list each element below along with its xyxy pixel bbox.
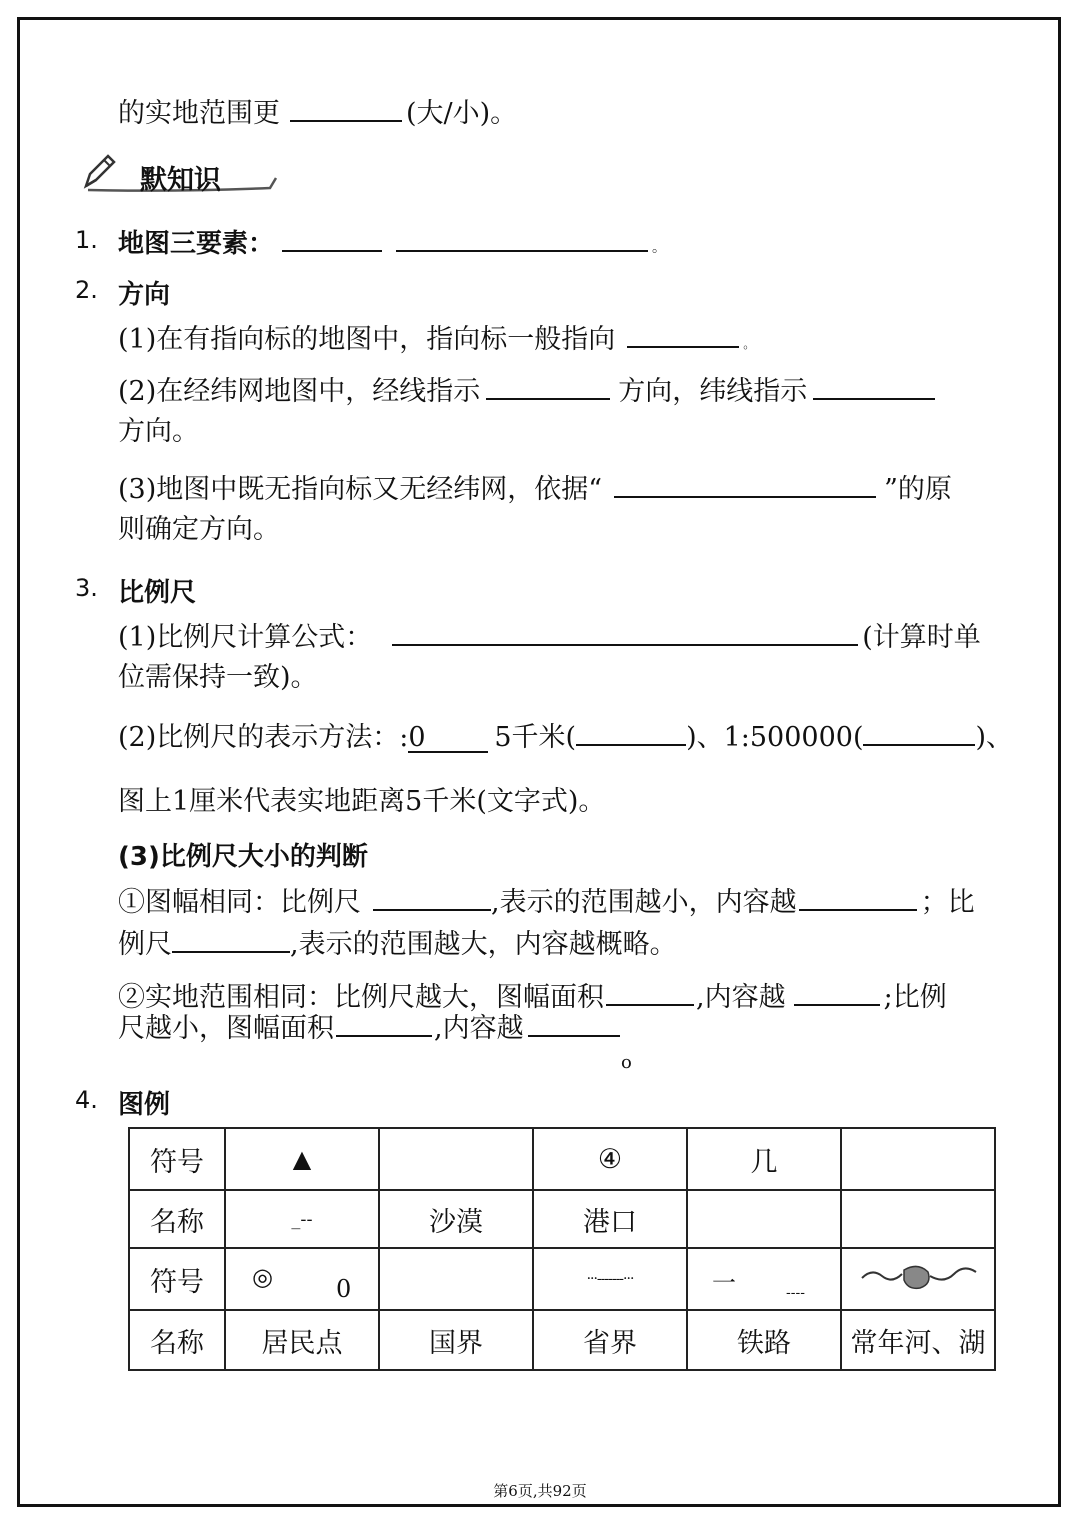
table-row: [129, 1190, 995, 1248]
river-lake-icon: [858, 1256, 978, 1296]
q1-label: 地图三要素：: [118, 229, 275, 259]
blank[interactable]: [336, 1013, 432, 1037]
settlement-mark: 0: [336, 1275, 352, 1303]
q1-end: 。: [652, 240, 667, 256]
q3-r2-c: ;比例: [883, 982, 947, 1013]
q2-number: 2.: [75, 276, 98, 304]
blank[interactable]: [396, 228, 648, 252]
railway-symbol-cell: [687, 1248, 841, 1310]
blank[interactable]: [172, 929, 290, 953]
q3-p1-a: (1)比例尺计算公式：: [118, 622, 373, 653]
q2-p3-c: 则确定方向。: [118, 514, 280, 545]
q4-title: 图例: [118, 1090, 171, 1120]
row-header: 符号: [129, 1248, 225, 1310]
q2-p3-a: (3)地图中既无指向标又无经纬网，依据“: [118, 474, 603, 505]
port-name: 港口: [533, 1190, 687, 1248]
q3-title: 比例尺: [118, 578, 197, 608]
q2-p2-c: 方向。: [118, 416, 199, 447]
section-header: [78, 148, 278, 196]
blank[interactable]: [606, 982, 694, 1006]
q3-r1-c: ；比: [920, 887, 975, 918]
desert-symbol-cell: [379, 1128, 533, 1190]
table-row: [129, 1310, 995, 1370]
q3-r2-e: ,内容越: [434, 1013, 524, 1044]
q3-p2-a: (2)比例尺的表示方法：:: [118, 722, 409, 753]
pass-symbol: 几: [687, 1128, 841, 1190]
desert-name: 沙漠: [379, 1190, 533, 1248]
section-title: 默知识: [140, 165, 221, 196]
railway-dashes: ----: [786, 1285, 805, 1301]
blank[interactable]: [627, 324, 739, 348]
name-cell-blank: _--: [225, 1190, 379, 1248]
q2-p2-b: 方向，纬线指示: [618, 376, 808, 407]
scale-bar: [408, 724, 488, 753]
settlement-symbol-cell: [225, 1248, 379, 1310]
blank[interactable]: [373, 887, 491, 911]
q3-r2-b: ,内容越: [696, 982, 786, 1013]
blank[interactable]: [486, 376, 610, 400]
railway-symbol: 一: [712, 1269, 736, 1297]
border-name: 国界: [379, 1310, 533, 1370]
blank[interactable]: [799, 887, 917, 911]
table-row: [129, 1248, 995, 1310]
q1-line: [118, 223, 666, 260]
top-line-tail: (大/小)。: [406, 98, 518, 129]
page-footer: 第6页,共92页: [493, 1482, 587, 1500]
q3-r1-a: ①图幅相同：比例尺: [118, 887, 361, 918]
q3-r1-line2: [118, 929, 677, 958]
q3-p3-title: (3)比例尺大小的判断: [118, 842, 368, 872]
q3-p2-b: )、1:500000(: [686, 722, 864, 753]
q2-p1: [118, 324, 755, 353]
q3-number: 3.: [75, 574, 98, 602]
q3-p2-km: 5千米(: [494, 722, 577, 753]
row-header: 名称: [129, 1310, 225, 1370]
blank[interactable]: [863, 722, 975, 746]
province-border-symbol: ···-------···: [533, 1248, 687, 1310]
q3-p2: [118, 722, 1013, 753]
name-cell-empty: [687, 1190, 841, 1248]
q3-r1-d: 例尺: [118, 929, 172, 960]
q3-p1-b: (计算时单: [862, 622, 981, 653]
q3-p1: [118, 622, 981, 651]
port-symbol: ④: [533, 1128, 687, 1190]
settlement-symbol: ◎: [252, 1263, 273, 1291]
q2-p1-text: (1)在有指向标的地图中，指向标一般指向: [118, 324, 616, 355]
q4-number: 4.: [75, 1086, 98, 1114]
q3-r1: [118, 887, 975, 916]
blank[interactable]: [290, 98, 402, 122]
q3-r2: [118, 982, 947, 1011]
blank[interactable]: [576, 722, 686, 746]
q2-p1-end: 。: [743, 337, 756, 351]
q2-p2-a: (2)在经纬网地图中，经线指示: [118, 376, 481, 407]
q2-p3-b: ”的原: [884, 474, 952, 505]
q3-r2-a: ②实地范围相同：比例尺越大，图幅面积: [118, 982, 604, 1013]
q3-r1-b: ,表示的范围越小，内容越: [491, 887, 797, 918]
q1-number: 1.: [75, 226, 98, 254]
name-cell-empty: [841, 1190, 995, 1248]
q3-r1-e: ,表示的范围越大，内容越概略。: [290, 929, 677, 960]
blank[interactable]: [614, 474, 876, 498]
empty-symbol-cell: [841, 1128, 995, 1190]
q3-p2-c: )、: [975, 722, 1014, 753]
top-line: [118, 98, 517, 127]
blank[interactable]: [392, 622, 858, 646]
settlement-name: 居民点: [225, 1310, 379, 1370]
river-lake-name: 常年河、湖: [841, 1310, 995, 1370]
border-symbol: [379, 1248, 533, 1310]
q3-r2-end: o: [621, 1052, 632, 1073]
blank[interactable]: [813, 376, 935, 400]
q3-r2-d: 尺越小，图幅面积: [118, 1013, 334, 1044]
railway-name: 铁路: [687, 1310, 841, 1370]
blank[interactable]: [528, 1013, 620, 1037]
table-row: [129, 1128, 995, 1190]
legend-table: [128, 1127, 996, 1371]
scale-zero: 0: [408, 722, 426, 753]
q3-p2b: 图上1厘米代表实地距离5千米(文字式)。: [118, 786, 606, 817]
top-line-text: 的实地范围更: [118, 98, 280, 129]
q2-p3: [118, 474, 952, 503]
q2-p2: [118, 376, 939, 405]
blank[interactable]: [794, 982, 880, 1006]
row-header: 名称: [129, 1190, 225, 1248]
mountain-peak-symbol: ▲: [225, 1128, 379, 1190]
q3-r2-line2: [118, 1013, 624, 1042]
q2-title: 方向: [118, 280, 171, 310]
blank[interactable]: [282, 228, 382, 252]
row-header: 符号: [129, 1128, 225, 1190]
province-border-name: 省界: [533, 1310, 687, 1370]
river-lake-symbol: [841, 1248, 995, 1310]
q3-p1-c: 位需保持一致)。: [118, 662, 318, 693]
